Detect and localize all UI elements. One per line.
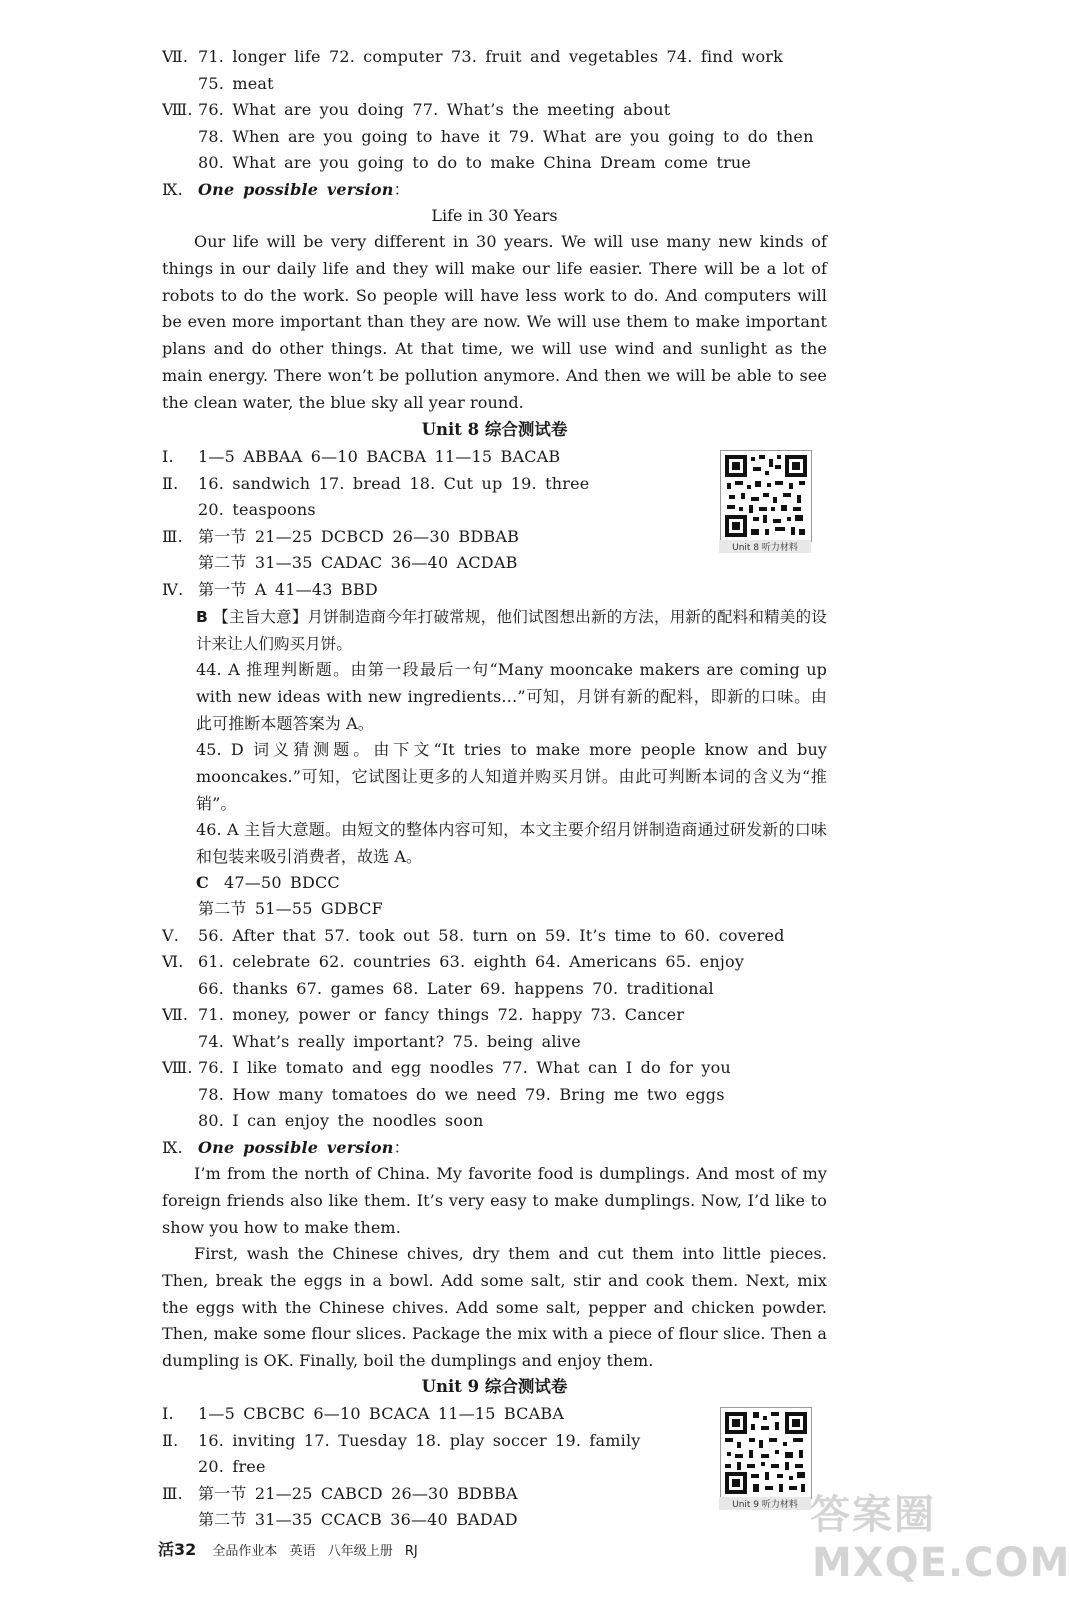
answer-text: 78. When are you going to have it 79. What are you going to do then xyxy=(198,127,814,146)
answer-line xyxy=(196,870,340,896)
answer-text: 20. free xyxy=(198,1457,266,1476)
answer-text: 80. What are you going to do to make China Dream come true xyxy=(198,153,752,172)
section-number: Ⅷ. xyxy=(162,1058,193,1077)
colon: ： xyxy=(393,1138,410,1157)
answer-text: 1—5 CBCBC 6—10 BCACA 11—15 BCABA xyxy=(198,1404,565,1423)
answer-text: 16. sandwich 17. bread 18. Cut up 19. three xyxy=(198,473,590,493)
unit-heading: Unit 9 综合测试卷 xyxy=(421,1377,568,1396)
answer-text: 第二节 31—35 CADAC 36—40 ACDAB xyxy=(198,553,518,572)
essay-title: Life in 30 Years xyxy=(431,206,558,225)
explanation-44: 44. A 推理判断题。由第一段最后一句“Many mooncake makers are coming up with new ideas with new ingredients…”可知，月饼有新的配料，即新的口味。由此可推断本题答案为 A。 xyxy=(196,660,827,733)
answer-text: 第一节 A 41—43 BBD xyxy=(198,579,378,599)
section-number: Ⅵ. xyxy=(162,952,184,971)
answer-text: 74. What’s really important? 75. being alive xyxy=(198,1031,581,1051)
qr-caption: Unit 8 听力材料 xyxy=(719,540,811,553)
unit-heading: Unit 8 综合测试卷 xyxy=(421,420,568,439)
section-number: Ⅲ. xyxy=(162,1483,183,1503)
section-number: Ⅸ. xyxy=(162,180,183,199)
section-number: Ⅱ. xyxy=(162,473,179,493)
answer-text: 第二节 31—35 CCACB 36—40 BADAD xyxy=(198,1510,518,1529)
answer-text: 78. How many tomatoes do we need 79. Bring me two eggs xyxy=(198,1084,725,1104)
answer-text: 第一节 21—25 CABCD 26—30 BDBBA xyxy=(198,1483,518,1503)
version-label: One possible version xyxy=(198,180,394,199)
version-label-wrap xyxy=(198,177,410,203)
section-number: Ⅸ. xyxy=(162,1138,183,1157)
page-footer xyxy=(158,1537,418,1560)
colon: ： xyxy=(393,180,410,199)
section-number: Ⅱ. xyxy=(162,1430,179,1450)
essay-paragraph: Our life will be very different in 30 years. We will use many new kinds of things in our daily life and they will make our life easier. There will be a lot of robots to do the work. So people will have less work to do. And computers will be even more important than they are now. We will use them to make important plans and do other things. At that time, we will use wind and sunlight as the main energy. There won’t be pollution anymore. And then we will be able to see the clean water, the blue sky all year round. xyxy=(162,232,827,412)
section-number: Ⅷ. xyxy=(162,100,193,119)
part-label: B xyxy=(196,608,208,626)
page-number: 活32 xyxy=(158,1540,197,1559)
qr-code-graphic xyxy=(721,1408,811,1498)
qr-code-icon[interactable] xyxy=(720,1407,812,1499)
answer-text: 1—5 ABBAA 6—10 BACBA 11—15 BACAB xyxy=(198,447,561,466)
explanation-46: 46. A 主旨大意题。由短文的整体内容可知，本文主要介绍月饼制造商通过研发新的口味和包装来吸引消费者，故选 A。 xyxy=(196,820,827,866)
section-number: Ⅰ. xyxy=(162,1404,174,1423)
watermark-url: MXQE.COM xyxy=(812,1540,1070,1586)
main-idea-text: 【主旨大意】月饼制造商今年打破常规，他们试图想出新的方法，用新的配料和精美的设计来让人们购买月饼。 xyxy=(196,608,827,653)
essay-paragraph: I’m from the north of China. My favorite food is dumplings. And most of my foreign friends also like them. It’s very easy to make dumplings. Now, I’d like to show you how to make them. xyxy=(162,1164,827,1237)
answer-text: 76. What are you doing 77. What’s the meeting about xyxy=(198,100,671,119)
version-label: One possible version xyxy=(198,1138,394,1157)
answer-text: 80. I can enjoy the noodles soon xyxy=(198,1111,484,1130)
answer-text: 56. After that 57. took out 58. turn on 59. It’s time to 60. covered xyxy=(198,925,785,945)
answer-text: 第一节 21—25 DCBCD 26—30 BDBAB xyxy=(198,526,520,546)
grade: 八年级上册 xyxy=(327,1544,393,1559)
answer-text: 47—50 BDCC xyxy=(224,873,340,892)
qr-caption: Unit 9 听力材料 xyxy=(719,1497,811,1510)
section-number: Ⅳ. xyxy=(162,579,184,599)
subject: 英语 xyxy=(289,1544,316,1559)
answer-text: 71. money, power or fancy things 72. happy 73. Cancer xyxy=(198,1005,685,1024)
version-label-wrap xyxy=(198,1135,410,1161)
section-number: Ⅶ. xyxy=(162,1005,189,1024)
answer-text: 20. teaspoons xyxy=(198,500,316,519)
answer-text: 71. longer life 72. computer 73. fruit and vegetables 74. find work xyxy=(198,47,784,66)
answer-text: 61. celebrate 62. countries 63. eighth 64. Americans 65. enjoy xyxy=(198,952,745,971)
section-number: Ⅰ. xyxy=(162,447,174,466)
section-number: Ⅴ. xyxy=(162,925,180,945)
answer-text: 16. inviting 17. Tuesday 18. play soccer 19. family xyxy=(198,1430,641,1450)
section-number: Ⅲ. xyxy=(162,526,183,546)
section-number: Ⅶ. xyxy=(162,47,189,66)
answer-text: 第二节 51—55 GDBCF xyxy=(198,899,383,918)
part-label: C xyxy=(196,873,209,892)
main-idea-paragraph xyxy=(196,604,827,658)
explanation-45: 45. D 词义猜测题。由下文“It tries to make more people know and buy mooncakes.”可知，它试图让更多的人知道并购买月饼。由此可判断本词的含义为“推销”。 xyxy=(196,740,827,813)
qr-code-icon[interactable] xyxy=(720,450,812,542)
book-title: 全品作业本 xyxy=(212,1544,278,1559)
qr-code-graphic xyxy=(721,451,811,541)
answer-text: 76. I like tomato and egg noodles 77. What can I do for you xyxy=(198,1058,731,1077)
answer-text: 66. thanks 67. games 68. Later 69. happens 70. traditional xyxy=(198,978,714,998)
essay-paragraph: First, wash the Chinese chives, dry them and cut them into little pieces. Then, break the eggs in a bowl. Add some salt, stir and cook them. Next, mix the eggs with the Chinese chives. Add some salt, pepper and chicken powder. Then, make some flour slices. Package the mix with a piece of flour slice. Then a dumpling is OK. Finally, boil the dumplings and enjoy them. xyxy=(162,1244,827,1371)
edition: RJ xyxy=(404,1544,418,1559)
watermark-logo: 答案圈 xyxy=(810,1492,936,1538)
answer-text: 75. meat xyxy=(198,74,274,93)
